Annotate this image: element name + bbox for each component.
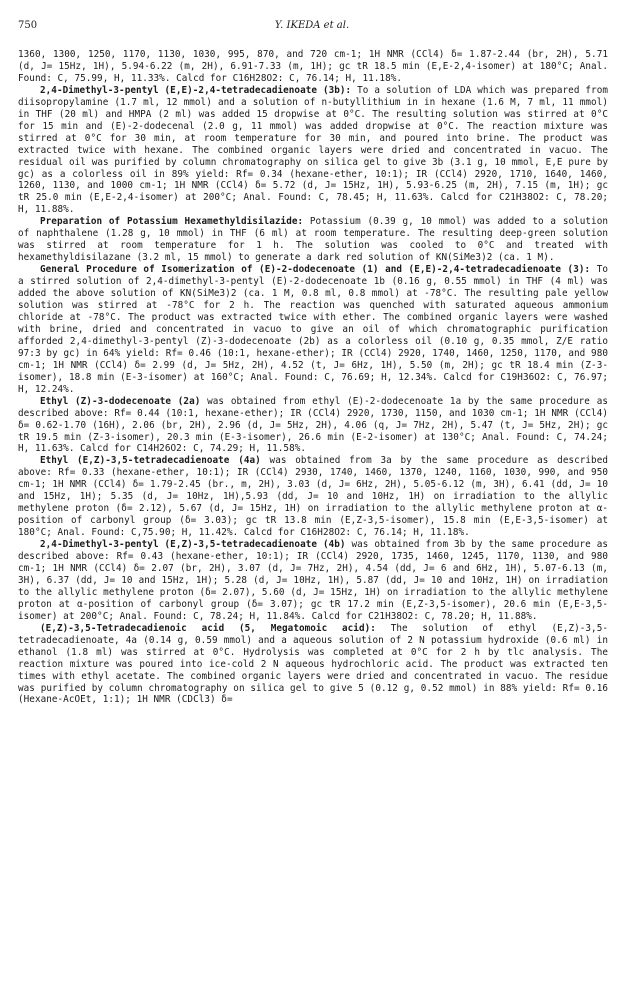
paragraph-isomerization (18, 264, 608, 395)
page-header (18, 20, 606, 36)
paragraph-text: 1360, 1300, 1250, 1170, 1130, 1030, 995, 870, and 720 cm-1; 1H NMR (CCl4) δ= 1.87-2.44 (br, 2H), 5.71 (d, J= 15Hz, 1H), 5.94-6.22 (m, 2H), 6.91-7.33 (m, 1H); gc tR 18.5 min (E,E-2,4-isomer) at 180°C; Anal. Found: C, 75.99, H, 11.33%. Calcd for C16H28O2: C, 76.14; H, 11.18%. (18, 49, 608, 84)
paragraph-text: Potassium (0.39 g, 10 mmol) was added to a solution of naphthalene (1.28 g, 10 mmol) in THF (6 ml) at room temperature. The resulting deep-green solution was stirred at room temperature for 1 h. The solution was cooled to 0°C and treated with hexamethyldisilazane (3.2 ml, 15 mmol) to generate a dark red solution of KN(SiMe3)2 (ca. 1 M). (18, 216, 608, 264)
paragraph-khmds (18, 216, 608, 264)
paragraph-2a (18, 396, 608, 456)
paragraph-4b (18, 539, 608, 623)
paragraph-text: was obtained from 3b by the same procedure as described above: Rf= 0.43 (hexane-ether, 10:1); IR (CCl4) 2920, 1735, 1460, 1245, 1170, 1130, and 980 cm-1; 1H NMR (CCl4) δ= 2.07 (br, 2H), 3.07 (d, J= 7Hz, 2H), 4.54 (dd, J= 6 and 6Hz, 1H), 5.07-6.13 (m, 3H), 6.37 (dd, J= 10 and 15Hz, 1H); 5.28 (d, J= 10Hz, 1H), 5.87 (dd, J= 10 and 10Hz, 1H) on irradiation to the allylic methylene proton (δ= 2.07), 5.60 (d, J= 15Hz, 1H) on irradiation to the allylic methylene proton at α-position of carbonyl group (δ= 3.07); gc tR 17.2 min (E,Z-3,5-isomer), 20.6 min (E,E-3,5-isomer) at 200°C; Anal. Found: C, 78.24; H, 11.84%. Calcd for C21H38O2: C, 78.20; H, 11.88%. (18, 539, 608, 622)
paragraph-heading: Ethyl (Z)-3-dodecenoate (2a) (40, 395, 201, 407)
body-text (18, 49, 608, 706)
running-head: Y. IKEDA et al. (274, 20, 350, 31)
paragraph-heading: Ethyl (E,Z)-3,5-tetradecadienoate (4a) (40, 455, 261, 467)
paragraph-text: was obtained from ethyl (E)-2-dodecenoate 1a by the same procedure as described above: Rf= 0.44 (10:1, hexane-ether); IR (CCl4) 2920, 1730, 1150, and 1030 cm-1; 1H NMR (CCl4) δ= 0.62-1.70 (16H), 2.06 (br, 2H), 2.96 (d, J= 5Hz, 2H), 4.06 (q, J= 7Hz, 2H), 5.47 (t, J= 5Hz, 2H); gc tR 19.5 min (Z-3-isomer), 20.3 min (E-3-isomer), 26.6 min (E-2-isomer) at 130°C; Anal. Found: C, 74.24; H, 11.63%. Calcd for C14H26O2: C, 74.29; H, 11.58%. (18, 395, 609, 455)
paragraph-heading: 2,4-Dimethyl-3-pentyl (E,E)-2,4-tetradecadienoate (3b): (40, 84, 352, 96)
paragraph-heading: (E,Z)-3,5-Tetradecadienoic acid (5, Megatomoic acid): (40, 622, 376, 634)
paragraph-heading: 2,4-Dimethyl-3-pentyl (E,Z)-3,5-tetradecadienoate (4b) (40, 539, 346, 551)
paragraph-text: was obtained from 3a by the same procedure as described above: Rf= 0.33 (hexane-ether, 10:1); IR (CCl4) 2930, 1740, 1460, 1370, 1240, 1160, 1030, 990, and 950 cm-1; 1H NMR (CCl4) δ= 1.79-2.45 (br., m, 2H), 3.03 (d, J= 6Hz, 2H), 5.05-6.12 (m, 3H), 6.41 (dd, J= 10 and 15Hz, 1H); 5.35 (d, J= 10Hz, 1H),5.93 (dd, J= 10 and 10Hz, 1H) on irradiation to the allylic methylene proton (δ= 2.12), 5.67 (d, J= 15Hz, 1H) on irradiation to the allylic methylene proton at α-position of carbonyl group (δ= 3.03); gc tR 13.8 min (E,Z-3,5-isomer), 15.8 min (E,E-3,5-isomer) at 180°C; Anal. Found: C,75.90; H, 11.42%. Calcd for C16H28O2: C, 76.14; H, 11.18%. (18, 455, 609, 539)
paragraph-heading: General Procedure of Isomerization of (E)-2-dodecenoate (1) and (E,E)-2,4-tetradecadienoate (3): (40, 264, 591, 276)
paragraph-3b (18, 85, 608, 216)
paragraph-text: The solution of ethyl (E,Z)-3,5-tetradecadienoate, 4a (0.14 g, 0.59 mmol) and a aqueous solution of 2 N potassium hydroxide (0.6 ml) in ethanol (1.8 ml) was stirred at 0°C. Hydrolysis was completed at 0°C for 2 h by tlc analysis. The reaction mixture was poured into ice-cold 2 N aqueous hydrochloric acid. The product was extracted ten times with ethyl acetate. The combined organic layers were dried and concentrated in vacuo. The residue was purified by column chromatography on silica gel to give 5 (0.12 g, 0.52 mmol) in 88% yield: Rf= 0.16 (Hexane-AcOEt, 1:1); 1H NMR (CDCl3) δ= (18, 622, 609, 706)
paragraph-megatomoic-acid (18, 623, 608, 707)
paragraph-1 (18, 49, 608, 85)
paragraph-heading: Preparation of Potassium Hexamethyldisilazide: (40, 216, 304, 228)
paragraph-text: To a solution of LDA which was prepared from diisopropylamine (1.7 ml, 12 mmol) and a solution of n-butyllithium in in hexane (1.6 M, 7 ml, 11 mmol) in THF (20 ml) and HMPA (2 ml) was added 15 dropwise at 0°C. The resulting solution was stirred at 0°C for 15 min and (E)-2-dodecenal (2.0 g, 11 mmol) was added dropwise at 0°C. The reaction mixture was stirred at 0°C for 30 min, at room temperature for 30 min, and poured into brine. The product was extracted twice with hexane. The combined organic layers were dried and concentrated in vacuo. The residual oil was purified by column chromatography on silica gel to give 3b (3.1 g, 10 mmol, E,E pure by gc) as a colorless oil in 89% yield: Rf= 0.34 (hexane-ether, 10:1); IR (CCl4) 2920, 1710, 1640, 1460, 1260, 1130, and 1000 cm-1; 1H NMR (CCl4) δ= 5.72 (d, J= 15Hz, 1H), 5.93-6.25 (m, 2H), 7.15 (m, 1H); gc tR 25.0 min (E,E-2,4-isomer) at 200°C; Anal. Found: C, 78.45; H, 11.63%. Calcd for C21H38O2: C, 78.20; H, 11.88%. (18, 84, 608, 216)
page-number: 750 (18, 20, 38, 31)
paragraph-4a (18, 455, 608, 539)
paragraph-text: To a stirred solution of 2,4-dimethyl-3-pentyl (E)-2-dodecenoate 1b (0.16 g, 0.55 mmol) in THF (4 ml) was added the above solution of KN(SiMe3)2 (ca. 1 M, 0.8 ml, 0.8 mmol) at -78°C. The resulting pale yellow solution was stirred at -78°C for 2 h. The reaction was quenched with saturated aqueous ammonium chloride at -78°C. The product was extracted twice with ether. The combined organic layers were washed with brine, dried and concentrated in vacuo to give an oil of which chromatographic purification afforded 2,4-dimethyl-3-pentyl (Z)-3-dodecenoate (2b) as a colorless oil (0.10 g, 0.35 mmol, Z/E ratio 97:3 by gc) in 64% yield: Rf= 0.46 (10:1, hexane-ether); IR (CCl4) 2920, 1740, 1460, 1250, 1170, and 980 cm-1; 1H NMR (CCl4) δ= 2.99 (d, J= 5Hz, 2H), 4.52 (t, J= 6Hz, 1H), 5.50 (m, 2H); gc tR 18.4 min (Z-3-isomer), 18.8 min (E-3-isomer) at 160°C; Anal. Found: C, 76.69; H, 12.34%. Calcd for C19H36O2: C, 76.97; H, 12.24%. (18, 264, 608, 395)
